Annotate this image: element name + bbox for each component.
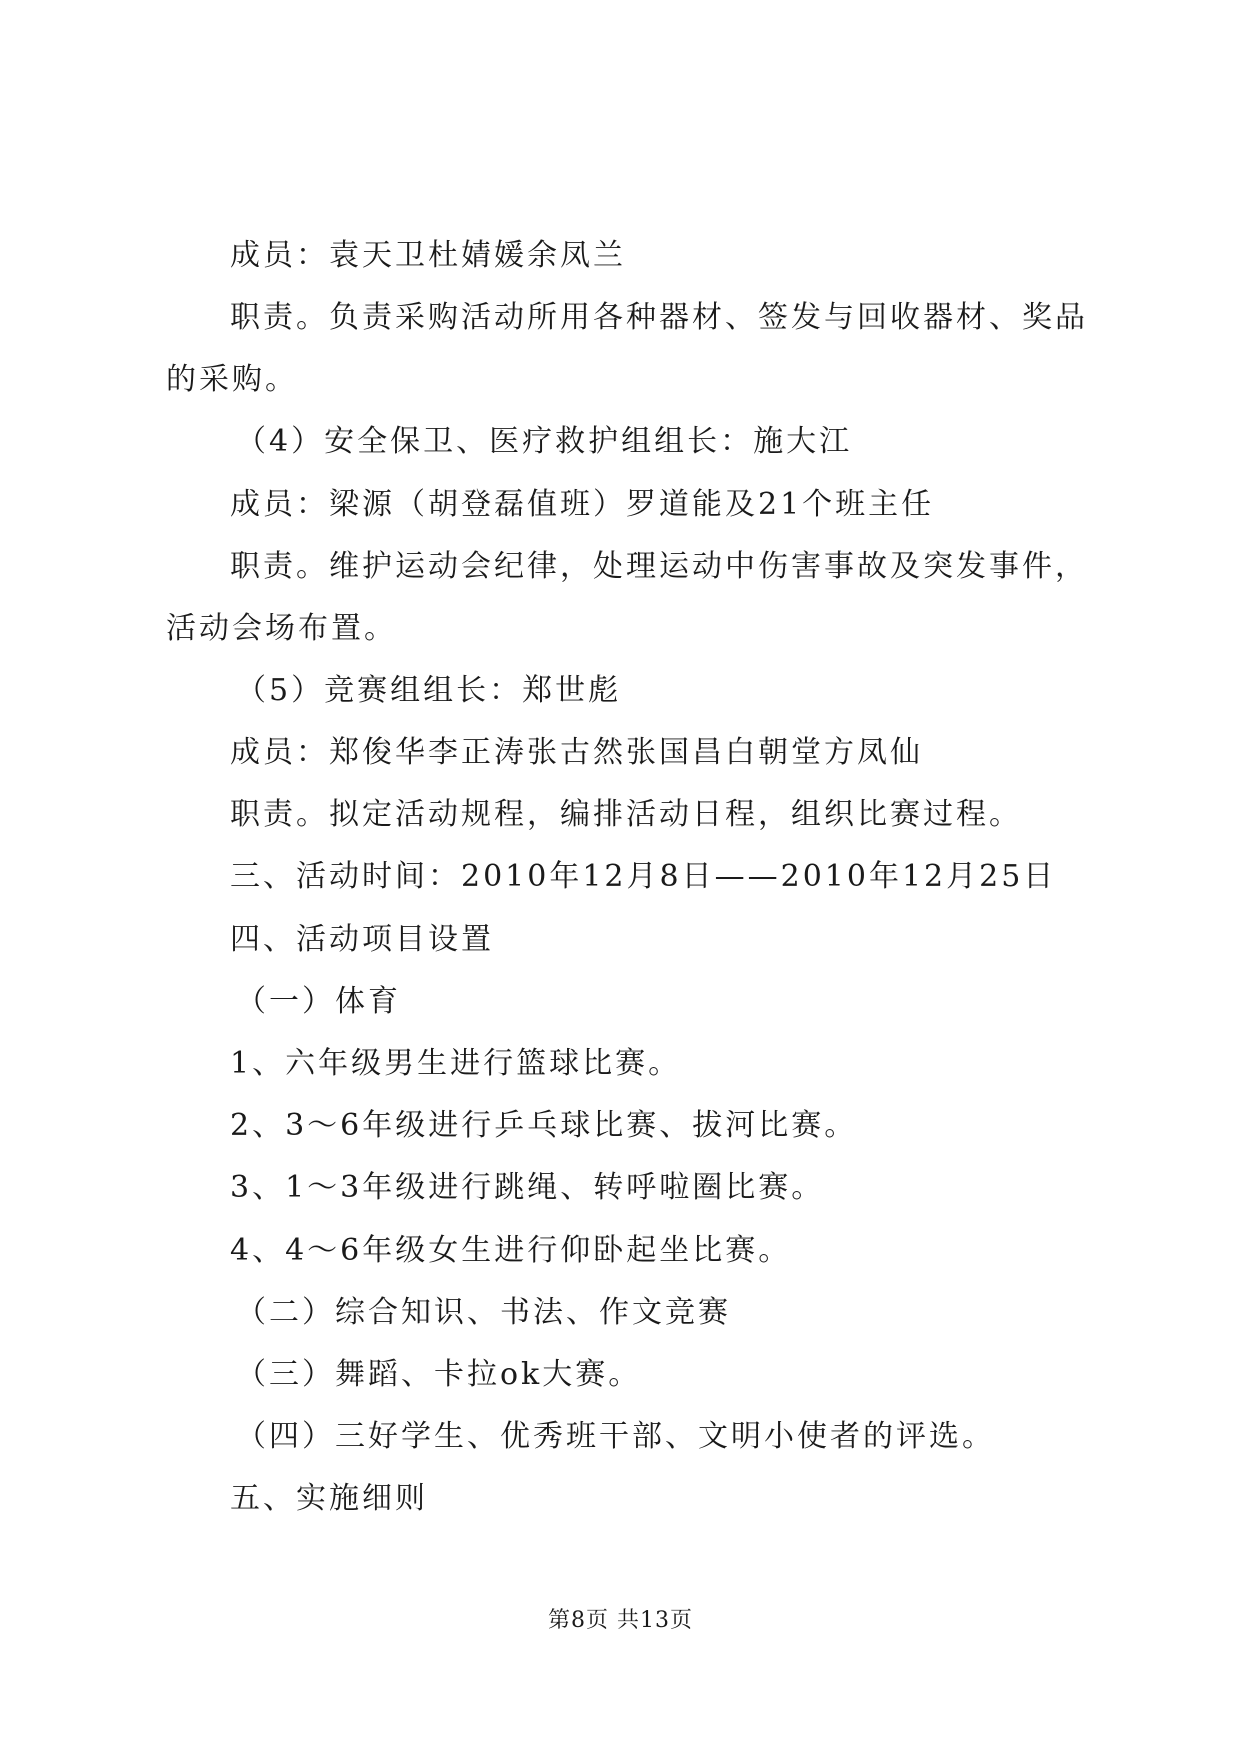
list-item-table-tennis: 2、3～6年级进行乒乓球比赛、拔河比赛。 (230, 1108, 858, 1143)
text-line-members-procurement: 成员：袁天卫杜婧媛余凤兰 (230, 238, 626, 273)
text-line-duty-competition: 职责。拟定活动规程，编排活动日程，组织比赛过程。 (230, 797, 1022, 832)
list-item-basketball: 1、六年级男生进行篮球比赛。 (230, 1046, 682, 1081)
text-line-security-group: （4）安全保卫、医疗救护组组长：施大江 (236, 424, 853, 459)
text-line-members-competition: 成员：郑俊华李正涛张古然张国昌白朝堂方凤仙 (230, 735, 923, 770)
subsection-heading-knowledge: （二）综合知识、书法、作文竞赛 (236, 1295, 731, 1330)
text-line-duty-procurement: 职责。负责采购活动所用各种器材、签发与回收器材、奖品 (230, 300, 1088, 335)
subsection-heading-sports: （一）体育 (236, 984, 401, 1019)
text-line-competition-group: （5）竞赛组组长：郑世彪 (236, 673, 622, 708)
list-item-sit-ups: 4、4～6年级女生进行仰卧起坐比赛。 (230, 1233, 792, 1268)
text-line-duty-security: 职责。维护运动会纪律，处理运动中伤害事故及突发事件， (230, 549, 1088, 584)
list-item-rope-skipping: 3、1～3年级进行跳绳、转呼啦圈比赛。 (230, 1170, 825, 1205)
text-line-duty-procurement-cont: 的采购。 (166, 362, 298, 397)
subsection-heading-awards: （四）三好学生、优秀班干部、文明小使者的评选。 (236, 1419, 995, 1454)
section-heading-items: 四、活动项目设置 (230, 922, 494, 957)
section-heading-implementation: 五、实施细则 (230, 1481, 428, 1516)
page-number-footer: 第8页 共13页 (548, 1608, 693, 1633)
text-line-duty-security-cont: 活动会场布置。 (166, 611, 397, 646)
text-line-activity-time: 三、活动时间：2010年12月8日——2010年12月25日 (230, 859, 1057, 894)
text-line-members-security: 成员：梁源（胡登磊值班）罗道能及21个班主任 (230, 487, 935, 522)
subsection-heading-dance: （三）舞蹈、卡拉ok大赛。 (236, 1357, 642, 1392)
